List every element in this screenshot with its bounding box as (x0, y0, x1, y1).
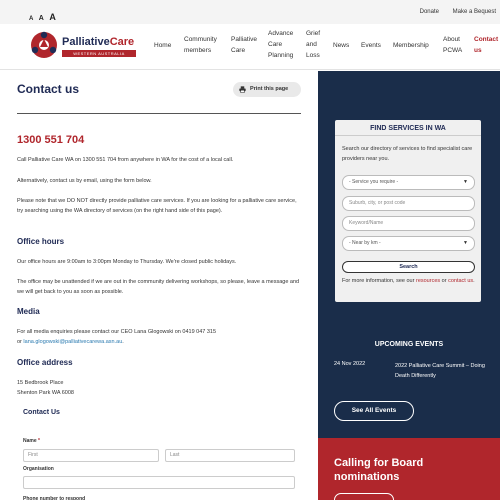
phone-label: Phone number to respond (23, 496, 86, 500)
name-label: Name * (23, 438, 40, 444)
print-label: Print this page (250, 86, 289, 92)
media-email-line: or lana.glogowski@palliativecarewa.asn.au. (17, 339, 124, 345)
nav-home[interactable]: Home (154, 42, 172, 49)
nav-membership[interactable]: Membership (393, 42, 429, 49)
font-size-medium-button[interactable]: A (38, 15, 44, 22)
utility-bar (0, 0, 500, 24)
chevron-down-icon: ▼ (463, 240, 468, 246)
main-content (0, 71, 318, 500)
address-line-1: 15 Bedbrook Place (17, 380, 64, 386)
main-nav (0, 24, 500, 70)
suburb-input[interactable]: Suburb, city, or post code (342, 196, 475, 211)
nav-community-members[interactable]: Community members (184, 36, 217, 54)
media-heading: Media (17, 307, 40, 316)
logo-wordmark: PalliativeCare (62, 36, 135, 48)
site-header (0, 24, 500, 70)
nav-palliative-care[interactable]: Palliative Care (231, 36, 258, 54)
upcoming-events-title: UPCOMING EVENTS (374, 341, 444, 348)
event-date: 24 Nov 2022 (334, 361, 366, 367)
contact-us-link[interactable]: contact us (448, 278, 474, 284)
sidebar (318, 71, 500, 438)
resources-link[interactable]: resources (415, 278, 441, 284)
print-icon (239, 86, 246, 93)
find-services-title: FIND SERVICES IN WA (370, 125, 446, 132)
nav-grief-and-loss[interactable]: Grief and Loss (306, 30, 321, 59)
board-nominations-button[interactable] (334, 493, 394, 500)
nav-contact-us[interactable]: Contact us (474, 36, 499, 54)
font-size-controls (29, 7, 57, 25)
nav-news[interactable]: News (333, 42, 350, 49)
media-email-link[interactable]: lana.glogowski@palliativecarewa.asn.au (23, 339, 123, 345)
organisation-input[interactable] (23, 476, 295, 489)
media-text: For all media enquiries please contact our CEO Lana Glogowski on 0419 047 315 (17, 329, 217, 335)
utility-links (408, 9, 496, 15)
note-text: Please note that we DO NOT directly provide palliative care services. If you are looking for a palliative care service, try searching using the WA directory of services (on the right hand side of this page). (17, 198, 297, 214)
address-line-2: Shenton Park WA 6008 (17, 390, 74, 396)
find-services-divider (335, 135, 481, 136)
service-select-value: - Service you require - (349, 179, 399, 185)
find-services-description: Search our directory of services to find specialist care providers near you. (342, 146, 473, 162)
find-services-box (335, 120, 481, 302)
call-text: Call Palliative Care WA on 1300 551 704 from anywhere in WA for the cost of a local call. (17, 157, 234, 163)
office-address-heading: Office address (17, 358, 73, 367)
font-size-small-button[interactable]: A (29, 16, 34, 22)
donate-link[interactable]: Donate (419, 9, 439, 15)
distance-select-value: - Near by km - (349, 240, 381, 246)
print-button[interactable] (233, 82, 301, 97)
distance-select[interactable] (342, 236, 475, 251)
page-title: Contact us (17, 82, 80, 96)
event-name-link[interactable]: 2022 Palliative Care Summit – Doing Death Differently (395, 363, 485, 379)
search-button[interactable]: Search (342, 261, 475, 273)
nav-advance-care-planning[interactable]: Advance Care Planning (268, 30, 294, 59)
nav-about-pcwa[interactable]: About PCWA (443, 36, 463, 54)
organisation-label: Organisation (23, 466, 54, 472)
font-size-large-button[interactable]: A (49, 12, 56, 22)
office-hours-heading: Office hours (17, 237, 65, 246)
see-all-events-button[interactable]: See All Events (334, 401, 414, 421)
chevron-down-icon: ▼ (463, 179, 468, 185)
title-divider (17, 113, 301, 114)
first-name-input[interactable]: First (23, 449, 159, 462)
nav-events[interactable]: Events (361, 42, 381, 49)
unattended-text: The office may be unattended if we are out in the community delivering workshops, so please, leave a message and we will get back to you as soon as possible. (17, 279, 300, 295)
board-nominations-heading: Calling for Board nominations (334, 457, 424, 483)
last-name-input[interactable]: Last (165, 449, 295, 462)
phone-number-heading: 1300 551 704 (17, 134, 85, 146)
office-hours-text: Our office hours are 9:00am to 3:00pm Monday to Thursday. We're closed public holidays. (17, 259, 237, 265)
find-more-text: For more information, see our resources or contact us. (342, 278, 475, 284)
contact-form-heading: Contact Us (23, 409, 60, 416)
service-select[interactable] (342, 175, 475, 190)
keyword-input[interactable]: Keyword/Name (342, 216, 475, 231)
bequest-link[interactable]: Make a Bequest (452, 9, 496, 15)
board-nominations-panel (318, 438, 500, 500)
email-text: Alternatively, contact us by email, using the form below. (17, 178, 152, 184)
logo-subtitle: WESTERN AUSTRALIA (62, 50, 136, 57)
